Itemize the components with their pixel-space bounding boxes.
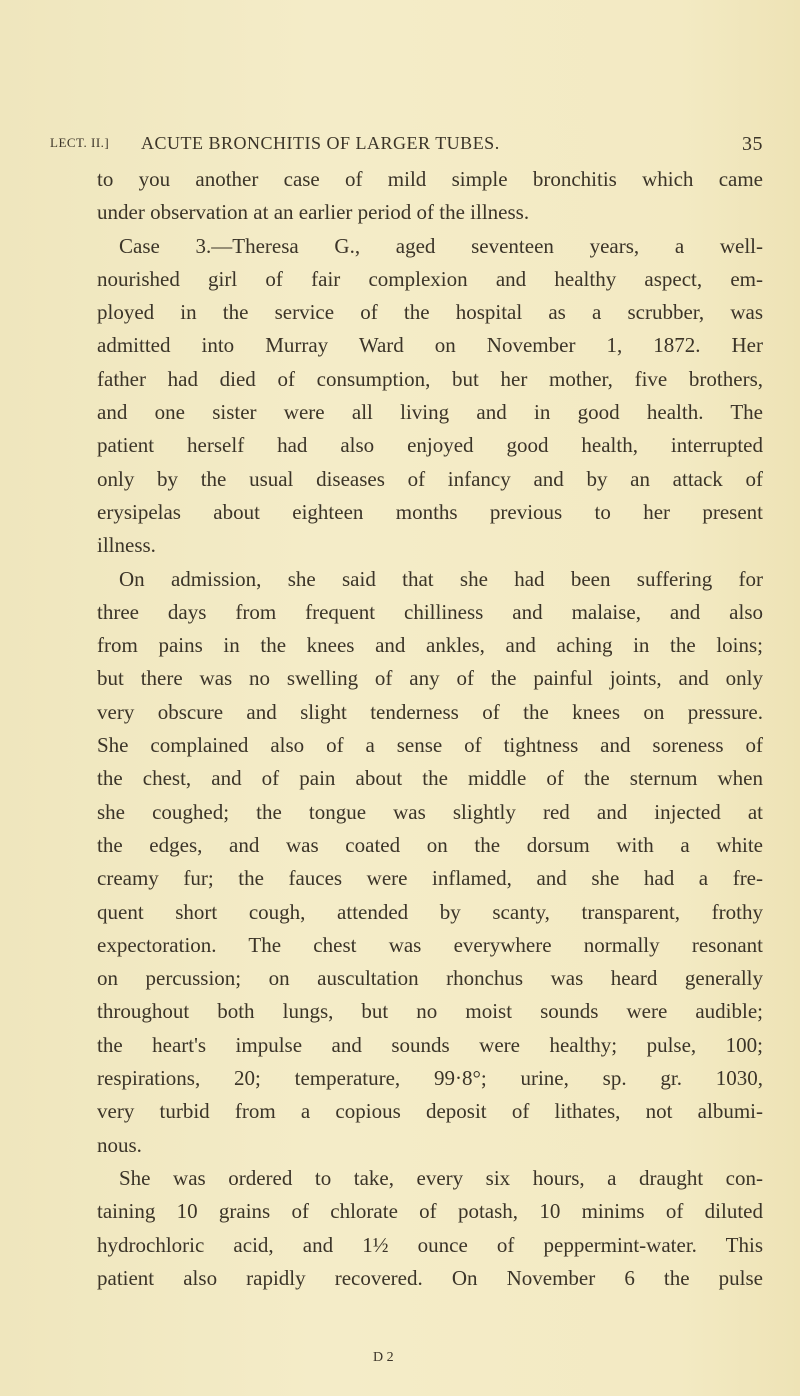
text-line: illness.: [97, 533, 156, 558]
text-line: throughout both lungs, but no moist sounds were audible;: [97, 999, 763, 1024]
running-title: ACUTE BRONCHITIS OF LARGER TUBES.: [141, 133, 500, 153]
text-line: on percussion; on auscultation rhonchus was heard generally: [97, 966, 763, 991]
text-line: She complained also of a sense of tightness and soreness of: [97, 733, 763, 758]
text-line: admitted into Murray Ward on November 1, 1872. Her: [97, 333, 763, 358]
text-line: taining 10 grains of chlorate of potash, 10 minims of diluted: [97, 1199, 763, 1224]
chapter-label: LECT. II.]: [50, 135, 110, 150]
text-line: She was ordered to take, every six hours, a draught con-: [119, 1165, 763, 1190]
text-line: creamy fur; the fauces were inflamed, and she had a fre-: [97, 866, 763, 891]
text-line: father had died of consumption, but her mother, five brothers,: [97, 366, 763, 391]
page-number: 35: [742, 133, 763, 155]
text-line: nourished girl of fair complexion and healthy aspect, em-: [97, 266, 763, 291]
text-line: and one sister were all living and in good health. The: [97, 400, 763, 425]
text-line: nous.: [97, 1132, 142, 1157]
text-line: very turbid from a copious deposit of lithates, not albumi-: [97, 1099, 763, 1124]
running-header: [48, 133, 768, 159]
text-line: the heart's impulse and sounds were healthy; pulse, 100;: [97, 1032, 763, 1057]
signature-mark: D 2: [373, 1350, 394, 1365]
text-line: erysipelas about eighteen months previous to her present: [97, 499, 763, 524]
text-line: hydrochloric acid, and 1½ ounce of peppermint-water. This: [97, 1232, 763, 1257]
text-line: patient herself had also enjoyed good health, interrupted: [97, 433, 763, 458]
text-line: quent short cough, attended by scanty, transparent, frothy: [97, 899, 763, 924]
text-line: to you another case of mild simple bronchitis which came: [97, 167, 763, 191]
text-line: the chest, and of pain about the middle of the sternum when: [97, 766, 763, 791]
text-line: only by the usual diseases of infancy and by an attack of: [97, 466, 763, 491]
body-text: [97, 163, 763, 1295]
text-line: the edges, and was coated on the dorsum with a white: [97, 832, 763, 857]
text-line: very obscure and slight tenderness of the knees on pressure.: [97, 699, 763, 724]
text-line: she coughed; the tongue was slightly red and injected at: [97, 799, 763, 824]
text-line: On admission, she said that she had been suffering for: [119, 566, 763, 591]
text-line: patient also rapidly recovered. On November 6 the pulse: [97, 1265, 763, 1290]
text-line: from pains in the knees and ankles, and aching in the loins;: [97, 633, 763, 658]
text-line: expectoration. The chest was everywhere normally resonant: [97, 932, 763, 957]
text-line: under observation at an earlier period of the illness.: [97, 200, 530, 225]
text-line: three days from frequent chilliness and malaise, and also: [97, 599, 763, 624]
text-line: but there was no swelling of any of the painful joints, and only: [97, 666, 763, 691]
text-line: respirations, 20; temperature, 99·8°; urine, sp. gr. 1030,: [97, 1066, 763, 1091]
text-line: ployed in the service of the hospital as a scrubber, was: [97, 300, 763, 325]
text-line: Case 3.—Theresa G., aged seventeen years, a well-: [119, 233, 763, 258]
